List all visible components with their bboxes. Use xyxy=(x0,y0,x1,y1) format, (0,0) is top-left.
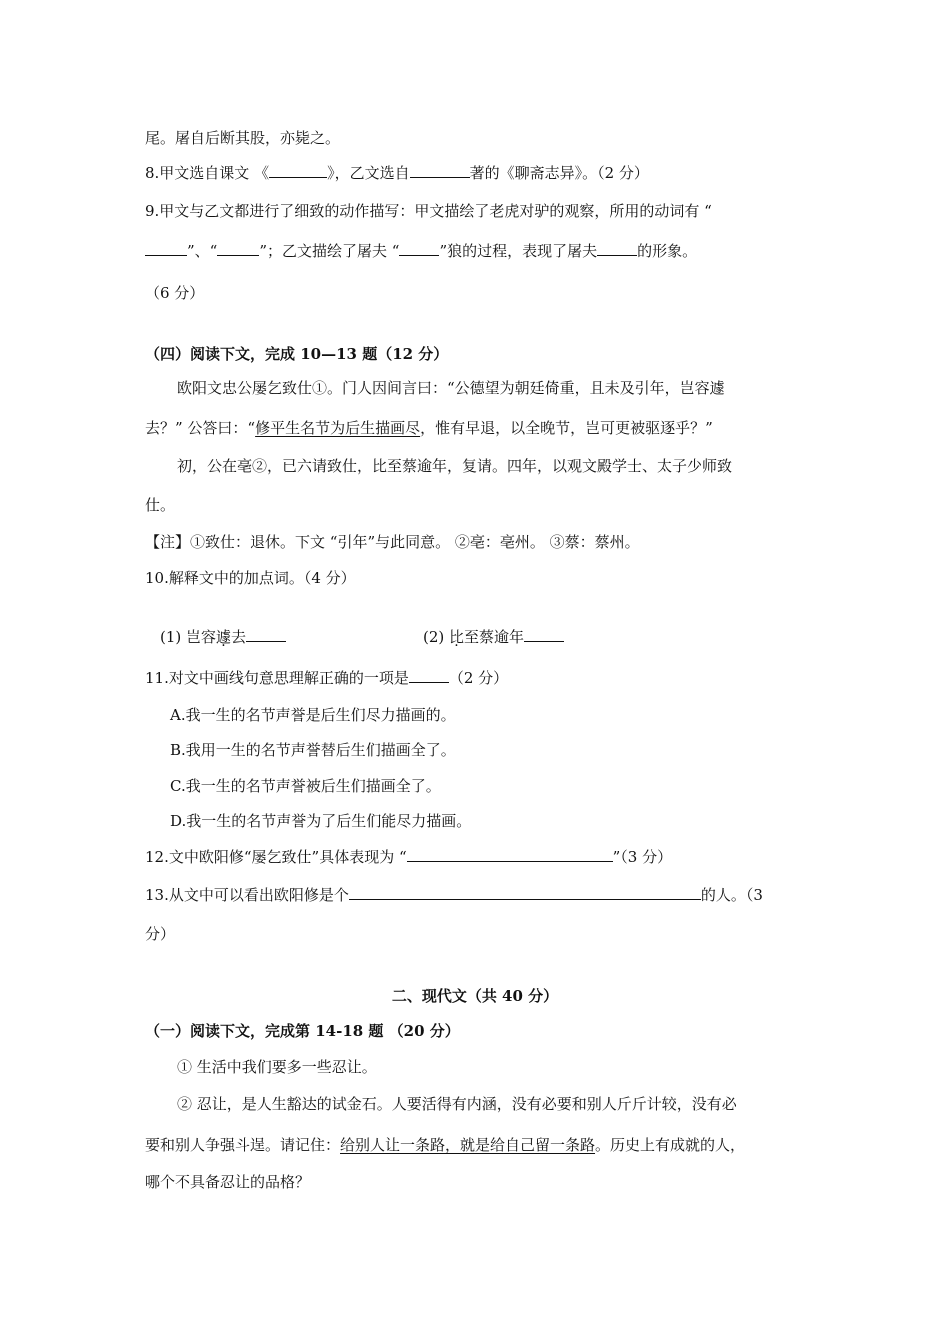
question-text: 著的《聊斋志异》。（2 分） xyxy=(469,164,649,182)
question-9-blanks xyxy=(145,241,697,261)
question-10-item-1 xyxy=(160,627,286,647)
underlined-sentence: 修平生名节为后生描画尽 xyxy=(255,419,421,437)
part-heading: 二、现代文（共 40 分） xyxy=(391,987,559,1005)
question-text: 的人。（3 xyxy=(700,886,763,904)
answer-blank[interactable] xyxy=(410,163,470,178)
answer-blank[interactable] xyxy=(145,241,187,256)
passage-line: 初，公在亳②，已六请致仕，比至蔡逾年，复请。四年，以观文殿学士、太子少师致 xyxy=(177,457,733,475)
option-d[interactable]: D.我一生的名节声誉为了后生们能尽力描画。 xyxy=(170,812,472,830)
score-label: 分） xyxy=(145,925,176,943)
question-text: （2 分） xyxy=(448,669,509,687)
question-text: 的形象。 xyxy=(637,242,698,260)
section-heading: （一）阅读下文，完成第 14-18 题 （20 分） xyxy=(145,1022,460,1040)
question-11 xyxy=(145,668,508,688)
passage-line: 仕。 xyxy=(145,496,176,514)
answer-blank[interactable] xyxy=(269,163,327,178)
question-text: 8.甲文选自课文 《 xyxy=(145,164,270,182)
passage-text: 去？” 公答曰：“ xyxy=(145,419,256,437)
reading-line xyxy=(145,1135,745,1155)
text-line: 尾。屠自后断其股，亦毙之。 xyxy=(145,129,341,147)
answer-blank[interactable] xyxy=(597,241,637,256)
question-8 xyxy=(145,163,649,183)
question-text: ”狼的过程，表现了屠夫 xyxy=(439,242,598,260)
item-text: (2) xyxy=(423,628,450,646)
question-text: ”；乙文描绘了屠夫 “ xyxy=(259,242,400,260)
question-text: 》，乙文选自 xyxy=(327,164,410,182)
answer-blank[interactable] xyxy=(409,668,449,683)
question-12 xyxy=(145,847,672,867)
question-text: 12.文中欧阳修“屡乞致仕”具体表现为 “ xyxy=(145,848,407,866)
item-text: 去 xyxy=(231,628,247,646)
reading-line: 哪个不具备忍让的品格？ xyxy=(145,1173,311,1191)
question-9: 9.甲文与乙文都进行了细致的动作描写：甲文描绘了老虎对驴的观察，所用的动词有 “ xyxy=(145,202,712,220)
score-label: （6 分） xyxy=(145,284,205,302)
item-text: 至蔡逾年 xyxy=(464,628,525,646)
answer-blank[interactable] xyxy=(217,241,259,256)
reading-paragraph-1: ① 生活中我们要多一些忍让。 xyxy=(177,1058,377,1076)
passage-text: ，惟有早退，以全晚节，岂可更被驱逐乎？” xyxy=(420,419,713,437)
answer-blank[interactable] xyxy=(524,627,564,642)
passage-text: 。历史上有成就的人， xyxy=(595,1136,746,1154)
question-13 xyxy=(145,885,763,905)
dotted-word: 遽 xyxy=(216,628,232,646)
question-10-item-2 xyxy=(423,627,564,647)
passage-line: 欧阳文忠公屡乞致仕①。门人因间言曰：“公德望为朝廷倚重，且未及引年，岂容遽 xyxy=(177,379,725,397)
question-text: ”、“ xyxy=(187,242,218,260)
passage-line xyxy=(145,418,713,438)
question-text: 13.从文中可以看出欧阳修是个 xyxy=(145,886,349,904)
answer-blank[interactable] xyxy=(399,241,439,256)
dotted-word: 比 xyxy=(449,628,465,646)
answer-blank[interactable] xyxy=(407,847,613,862)
option-b[interactable]: B.我用一生的名节声誉替后生们描画全了。 xyxy=(170,741,456,759)
answer-blank[interactable] xyxy=(349,885,701,900)
item-text: (1) 岂容 xyxy=(160,628,217,646)
passage-text: 要和别人争强斗逞。请记住： xyxy=(145,1136,341,1154)
section-heading: （四）阅读下文，完成 10—13 题（12 分） xyxy=(145,345,449,363)
question-text: ”（3 分） xyxy=(612,848,673,866)
option-c[interactable]: C.我一生的名节声誉被后生们描画全了。 xyxy=(170,777,441,795)
answer-blank[interactable] xyxy=(246,627,286,642)
reading-paragraph-2: ② 忍让，是人生豁达的试金石。人要活得有内涵，没有必要和别人斤斤计较，没有必 xyxy=(177,1095,737,1113)
option-a[interactable]: A.我一生的名节声誉是后生们尽力描画的。 xyxy=(170,706,456,724)
question-10: 10.解释文中的加点词。（4 分） xyxy=(145,569,356,587)
underlined-sentence: 给别人让一条路，就是给自己留一条路 xyxy=(340,1136,596,1154)
question-text: 11.对文中画线句意思理解正确的一项是 xyxy=(145,669,409,687)
annotation-note: 【注】①致仕：退休。下文 “引年”与此同意。 ②亳：亳州。 ③蔡：蔡州。 xyxy=(145,533,640,551)
